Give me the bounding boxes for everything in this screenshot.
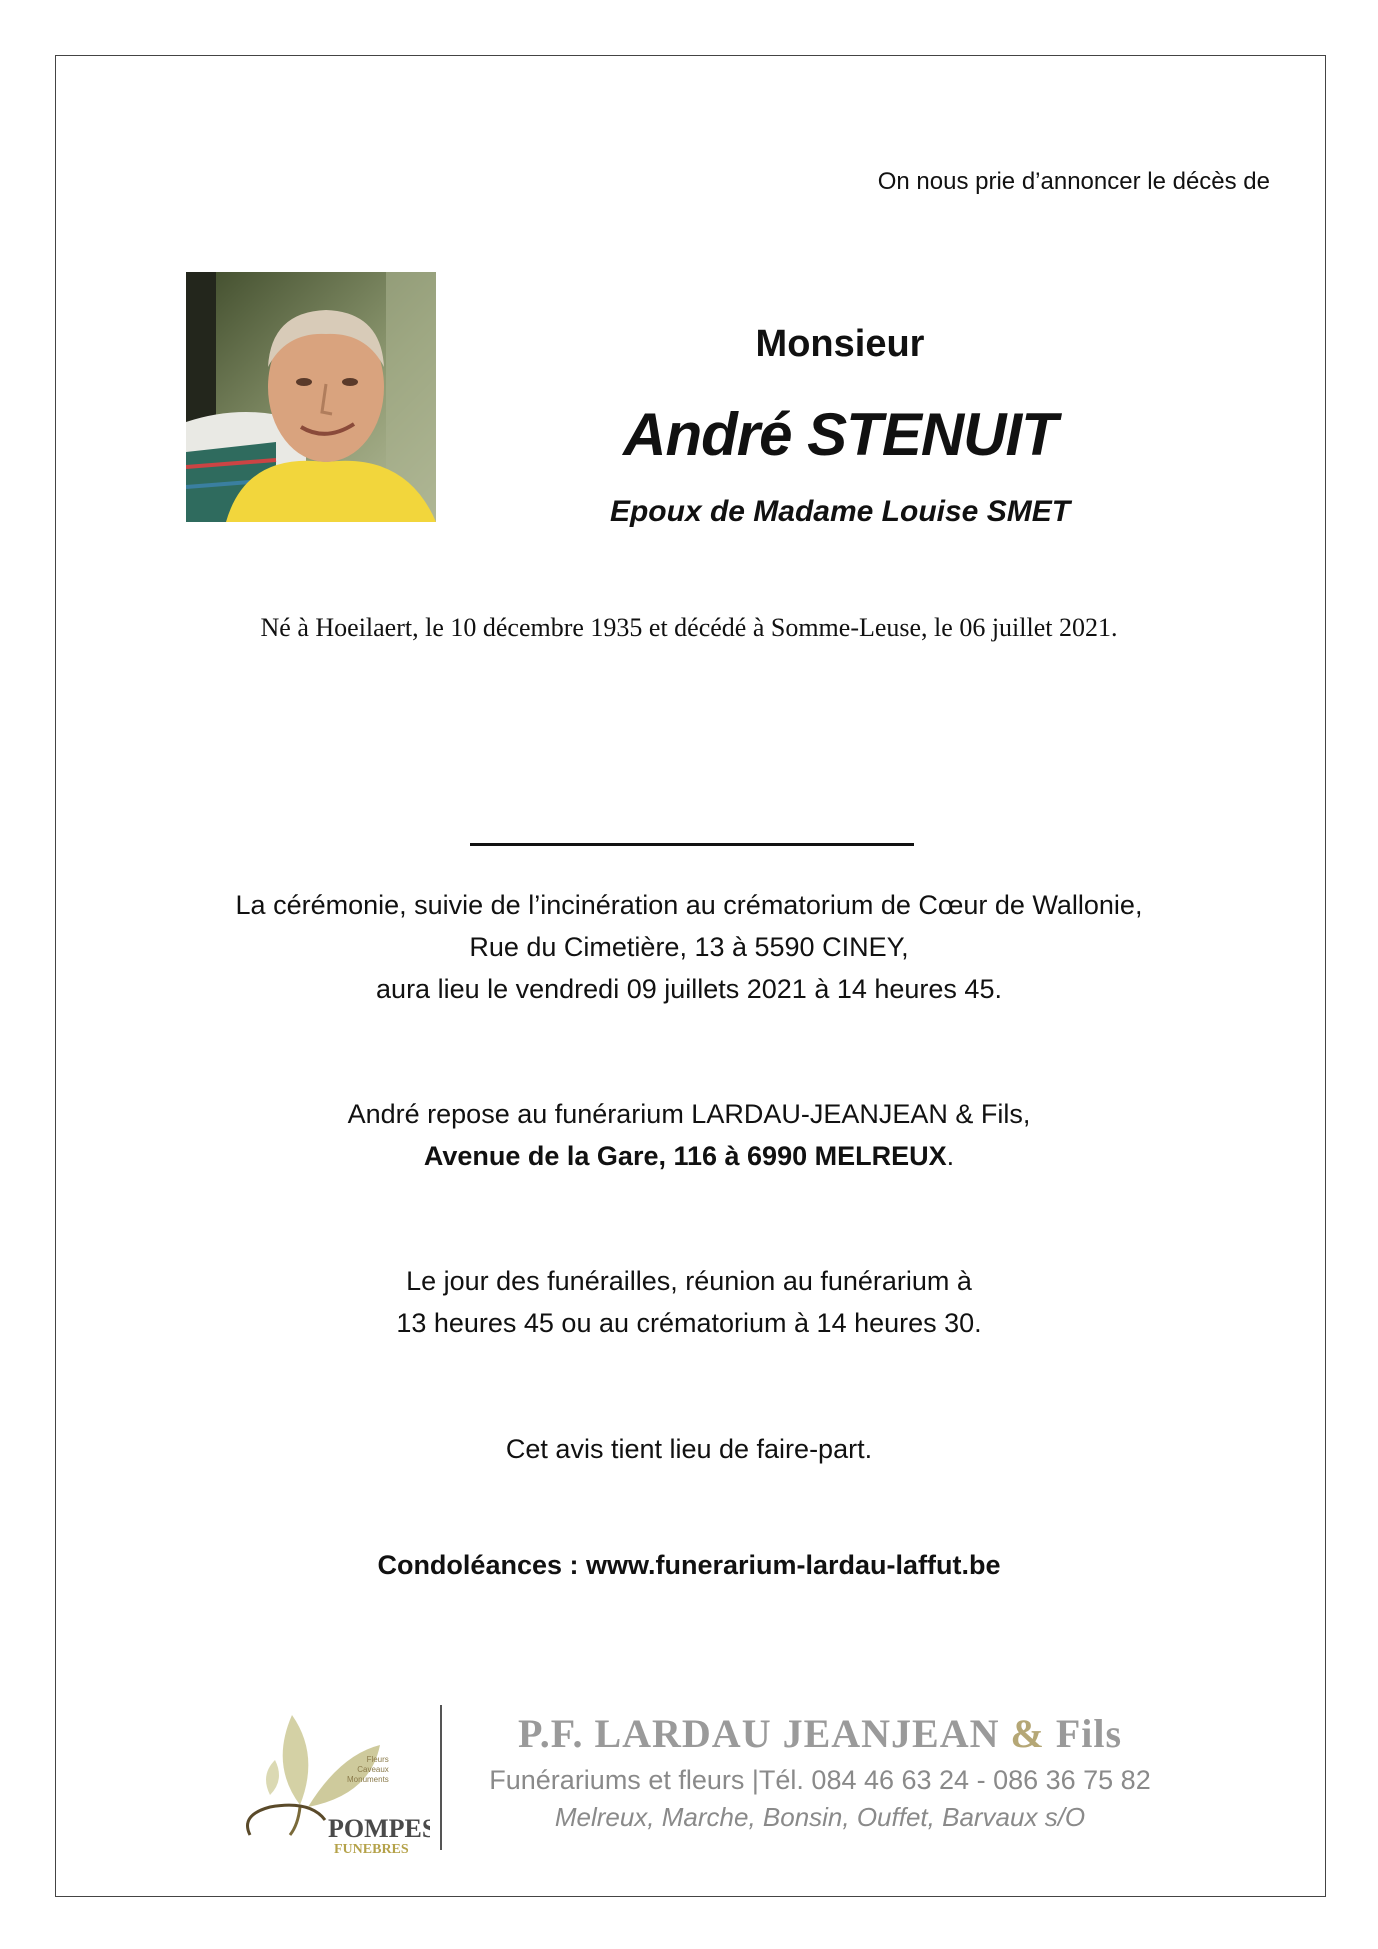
company-name (460, 1710, 1180, 1757)
deceased-name: André STENUIT (623, 401, 1057, 468)
logo-small-3: Monuments (347, 1775, 389, 1784)
notice-text: Cet avis tient lieu de faire-part. (505, 1434, 873, 1464)
condolences-link[interactable]: Condoléances : www.funerarium-lardau-laffut.be (377, 1550, 1001, 1580)
footer-divider (440, 1705, 442, 1850)
rest-line-1: André repose au funérarium LARDAU-JEANJEAN & Fils, (347, 1099, 1031, 1129)
services-line (460, 1765, 1180, 1796)
intro-text: On nous prie d’annoncer le décès de (877, 168, 1270, 195)
civility: Monsieur (755, 323, 925, 365)
meeting-line-2: 13 heures 45 ou au crématorium à 14 heures 30. (396, 1308, 982, 1338)
rest-address-end: . (946, 1141, 955, 1171)
funeral-home-logo (230, 1695, 430, 1855)
birth-death-line: Né à Hoeilaert, le 10 décembre 1935 et décédé à Somme-Leuse, le 06 juillet 2021. (260, 613, 1118, 642)
services-text: Funérariums et fleurs (489, 1765, 745, 1795)
ceremony-paragraph (0, 884, 1378, 1010)
ceremony-line-3: aura lieu le vendredi 09 juillets 2021 à 14 heures 45. (376, 974, 1002, 1004)
logo-small-labels (347, 1755, 389, 1785)
company-suffix: Fils (1044, 1711, 1123, 1756)
ceremony-line-1: La cérémonie, suivie de l’incinération au crématorium de Cœur de Wallonie, (235, 890, 1143, 920)
company-prefix: P.F. LARDAU JEANJEAN (517, 1711, 1011, 1756)
company-amp: & (1010, 1711, 1045, 1756)
phone-label: |Tél. (751, 1765, 804, 1795)
meeting-line-1: Le jour des funérailles, réunion au funérarium à (406, 1266, 972, 1296)
logo-text-pompes: POMPES (328, 1814, 430, 1843)
towns-line: Melreux, Marche, Bonsin, Ouffet, Barvaux s/O (554, 1802, 1086, 1832)
spouse-line: Epoux de Madame Louise SMET (609, 495, 1071, 528)
portrait-photo (186, 272, 436, 522)
logo-small-2: Caveaux (357, 1765, 389, 1774)
rest-paragraph (0, 1093, 1378, 1177)
separator-line (470, 843, 914, 846)
rest-address-line (0, 1135, 1378, 1177)
footer-company-block (460, 1710, 1180, 1833)
rest-address: Avenue de la Gare, 116 à 6990 MELREUX (423, 1141, 947, 1171)
phone-numbers: 084 46 63 24 - 086 36 75 82 (811, 1765, 1151, 1795)
ceremony-line-2: Rue du Cimetière, 13 à 5590 CINEY, (469, 932, 909, 962)
meeting-paragraph (0, 1260, 1378, 1344)
logo-text-funebres: FUNEBRES (334, 1842, 409, 1855)
logo-small-1: Fleurs (366, 1755, 389, 1764)
